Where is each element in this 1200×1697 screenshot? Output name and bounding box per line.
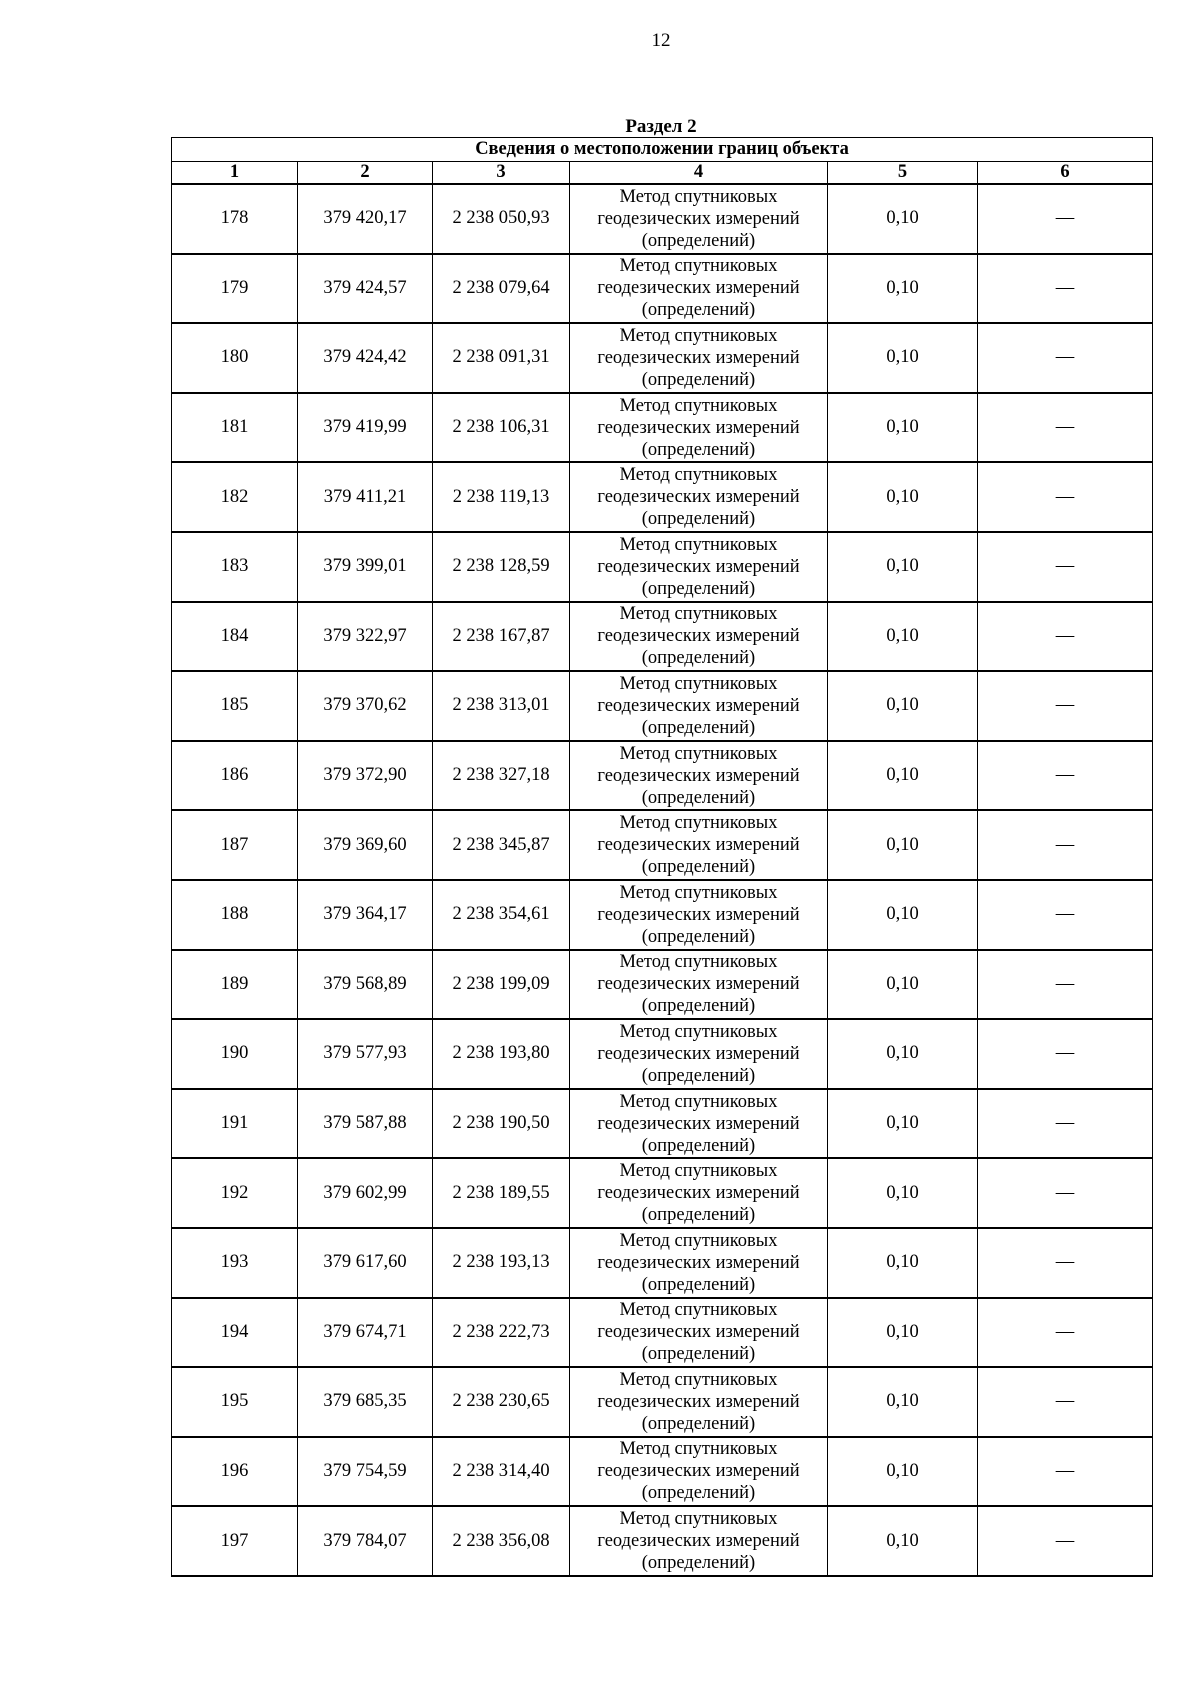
method-line: Метод спутниковых: [619, 1021, 778, 1042]
determination-method: [570, 741, 828, 811]
note-dash: —: [978, 1506, 1153, 1576]
method-line: Метод спутниковых: [619, 1300, 778, 1321]
coordinate-y: 2 238 345,87: [433, 810, 570, 880]
table-row: [172, 184, 1153, 254]
table-row: [172, 741, 1153, 811]
coordinate-x: 379 372,90: [298, 741, 433, 811]
method-line: (определений): [641, 717, 756, 738]
method-line: (определений): [641, 1274, 756, 1295]
note-dash: —: [978, 741, 1153, 811]
method-line: (определений): [641, 1135, 756, 1156]
table-row: [172, 1506, 1153, 1576]
method-line: геодезических измерений: [597, 417, 800, 438]
point-number: 183: [172, 532, 298, 602]
coordinate-x: 379 364,17: [298, 880, 433, 950]
accuracy-value: 0,10: [828, 950, 978, 1020]
coordinate-x: 379 685,35: [298, 1367, 433, 1437]
determination-method: [570, 1367, 828, 1437]
table-row: [172, 1228, 1153, 1298]
accuracy-value: 0,10: [828, 184, 978, 254]
method-line: Метод спутниковых: [619, 1091, 778, 1112]
coordinate-x: 379 424,42: [298, 323, 433, 393]
method-line: геодезических измерений: [597, 1322, 800, 1343]
accuracy-value: 0,10: [828, 1367, 978, 1437]
coordinate-y: 2 238 230,65: [433, 1367, 570, 1437]
coordinate-y: 2 238 193,80: [433, 1019, 570, 1089]
point-number: 181: [172, 393, 298, 463]
determination-method: [570, 1437, 828, 1507]
column-number-row: [172, 162, 1153, 185]
coordinate-y: 2 238 128,59: [433, 532, 570, 602]
method-line: геодезических измерений: [597, 208, 800, 229]
accuracy-value: 0,10: [828, 880, 978, 950]
accuracy-value: 0,10: [828, 323, 978, 393]
point-number: 180: [172, 323, 298, 393]
point-number: 188: [172, 880, 298, 950]
coordinate-x: 379 602,99: [298, 1158, 433, 1228]
coordinate-y: 2 238 193,13: [433, 1228, 570, 1298]
method-line: геодезических измерений: [597, 556, 800, 577]
accuracy-value: 0,10: [828, 1298, 978, 1368]
note-dash: —: [978, 810, 1153, 880]
coordinate-y: 2 238 167,87: [433, 602, 570, 672]
table-row: [172, 1298, 1153, 1368]
point-number: 182: [172, 462, 298, 532]
table-row: [172, 602, 1153, 672]
coordinate-y: 2 238 091,31: [433, 323, 570, 393]
note-dash: —: [978, 1228, 1153, 1298]
table-row: [172, 254, 1153, 324]
method-line: (определений): [641, 1413, 756, 1434]
note-dash: —: [978, 1298, 1153, 1368]
table-row: [172, 1437, 1153, 1507]
method-line: геодезических измерений: [597, 835, 800, 856]
column-number: 2: [298, 162, 433, 185]
method-line: (определений): [641, 996, 756, 1017]
method-line: геодезических измерений: [597, 904, 800, 925]
method-line: (определений): [641, 648, 756, 669]
determination-method: [570, 462, 828, 532]
coordinate-x: 379 419,99: [298, 393, 433, 463]
column-number: 3: [433, 162, 570, 185]
determination-method: [570, 1228, 828, 1298]
determination-method: [570, 184, 828, 254]
coordinate-x: 379 617,60: [298, 1228, 433, 1298]
method-line: геодезических измерений: [597, 974, 800, 995]
coordinate-x: 379 369,60: [298, 810, 433, 880]
method-line: (определений): [641, 369, 756, 390]
method-line: Метод спутниковых: [619, 465, 778, 486]
method-line: геодезических измерений: [597, 1113, 800, 1134]
accuracy-value: 0,10: [828, 254, 978, 324]
point-number: 184: [172, 602, 298, 672]
boundary-coordinates-table: [171, 137, 1153, 1577]
point-number: 178: [172, 184, 298, 254]
method-line: геодезических измерений: [597, 487, 800, 508]
method-line: Метод спутниковых: [619, 534, 778, 555]
accuracy-value: 0,10: [828, 1506, 978, 1576]
method-line: (определений): [641, 857, 756, 878]
accuracy-value: 0,10: [828, 532, 978, 602]
method-line: (определений): [641, 1483, 756, 1504]
method-line: Метод спутниковых: [619, 604, 778, 625]
table-row: [172, 462, 1153, 532]
coordinate-x: 379 322,97: [298, 602, 433, 672]
coordinate-x: 379 411,21: [298, 462, 433, 532]
coordinate-y: 2 238 199,09: [433, 950, 570, 1020]
coordinate-y: 2 238 190,50: [433, 1089, 570, 1159]
accuracy-value: 0,10: [828, 1158, 978, 1228]
determination-method: [570, 671, 828, 741]
note-dash: —: [978, 1367, 1153, 1437]
coordinate-y: 2 238 079,64: [433, 254, 570, 324]
coordinate-x: 379 568,89: [298, 950, 433, 1020]
accuracy-value: 0,10: [828, 602, 978, 672]
method-line: Метод спутниковых: [619, 1161, 778, 1182]
note-dash: —: [978, 880, 1153, 950]
column-number: 1: [172, 162, 298, 185]
accuracy-value: 0,10: [828, 810, 978, 880]
note-dash: —: [978, 1019, 1153, 1089]
method-line: (определений): [641, 1205, 756, 1226]
accuracy-value: 0,10: [828, 393, 978, 463]
table-row: [172, 323, 1153, 393]
determination-method: [570, 950, 828, 1020]
method-line: геодезических измерений: [597, 765, 800, 786]
coordinate-x: 379 754,59: [298, 1437, 433, 1507]
method-line: геодезических измерений: [597, 278, 800, 299]
method-line: Метод спутниковых: [619, 1230, 778, 1251]
table-row: [172, 1019, 1153, 1089]
note-dash: —: [978, 602, 1153, 672]
method-line: Метод спутниковых: [619, 325, 778, 346]
coordinate-x: 379 587,88: [298, 1089, 433, 1159]
table-row: [172, 671, 1153, 741]
method-line: геодезических измерений: [597, 1461, 800, 1482]
note-dash: —: [978, 323, 1153, 393]
point-number: 197: [172, 1506, 298, 1576]
method-line: (определений): [641, 300, 756, 321]
note-dash: —: [978, 184, 1153, 254]
method-line: геодезических измерений: [597, 626, 800, 647]
point-number: 190: [172, 1019, 298, 1089]
table-row: [172, 810, 1153, 880]
determination-method: [570, 323, 828, 393]
method-line: (определений): [641, 1344, 756, 1365]
note-dash: —: [978, 950, 1153, 1020]
method-line: геодезических измерений: [597, 1043, 800, 1064]
accuracy-value: 0,10: [828, 462, 978, 532]
coordinate-y: 2 238 313,01: [433, 671, 570, 741]
point-number: 196: [172, 1437, 298, 1507]
coordinate-x: 379 577,93: [298, 1019, 433, 1089]
method-line: (определений): [641, 230, 756, 251]
method-line: Метод спутниковых: [619, 882, 778, 903]
determination-method: [570, 1089, 828, 1159]
method-line: геодезических измерений: [597, 1391, 800, 1412]
table-row: [172, 1367, 1153, 1437]
column-number: 4: [570, 162, 828, 185]
note-dash: —: [978, 1437, 1153, 1507]
determination-method: [570, 602, 828, 672]
accuracy-value: 0,10: [828, 1437, 978, 1507]
note-dash: —: [978, 1089, 1153, 1159]
point-number: 189: [172, 950, 298, 1020]
coordinate-x: 379 674,71: [298, 1298, 433, 1368]
method-line: Метод спутниковых: [619, 1509, 778, 1530]
determination-method: [570, 532, 828, 602]
coordinate-x: 379 784,07: [298, 1506, 433, 1576]
method-line: (определений): [641, 926, 756, 947]
method-line: геодезических измерений: [597, 1183, 800, 1204]
method-line: Метод спутниковых: [619, 1439, 778, 1460]
note-dash: —: [978, 671, 1153, 741]
determination-method: [570, 810, 828, 880]
coordinate-y: 2 238 327,18: [433, 741, 570, 811]
section-title: Раздел 2: [625, 116, 697, 137]
point-number: 193: [172, 1228, 298, 1298]
coordinate-y: 2 238 189,55: [433, 1158, 570, 1228]
note-dash: —: [978, 532, 1153, 602]
coordinate-x: 379 370,62: [298, 671, 433, 741]
method-line: (определений): [641, 1553, 756, 1574]
method-line: геодезических измерений: [597, 695, 800, 716]
note-dash: —: [978, 1158, 1153, 1228]
table-row: [172, 880, 1153, 950]
table-row: [172, 1089, 1153, 1159]
accuracy-value: 0,10: [828, 1019, 978, 1089]
determination-method: [570, 880, 828, 950]
method-line: (определений): [641, 509, 756, 530]
coordinate-x: 379 420,17: [298, 184, 433, 254]
point-number: 192: [172, 1158, 298, 1228]
determination-method: [570, 1506, 828, 1576]
method-line: Метод спутниковых: [619, 186, 778, 207]
coordinate-y: 2 238 314,40: [433, 1437, 570, 1507]
table-caption: Сведения о местоположении границ объекта: [172, 138, 1153, 162]
point-number: 179: [172, 254, 298, 324]
method-line: геодезических измерений: [597, 347, 800, 368]
point-number: 185: [172, 671, 298, 741]
coordinate-y: 2 238 050,93: [433, 184, 570, 254]
table-row: [172, 393, 1153, 463]
coordinate-x: 379 424,57: [298, 254, 433, 324]
determination-method: [570, 1019, 828, 1089]
coordinate-x: 379 399,01: [298, 532, 433, 602]
determination-method: [570, 1158, 828, 1228]
page-number: 12: [651, 30, 671, 51]
point-number: 186: [172, 741, 298, 811]
determination-method: [570, 393, 828, 463]
table-row: [172, 532, 1153, 602]
method-line: геодезических измерений: [597, 1252, 800, 1273]
method-line: Метод спутниковых: [619, 256, 778, 277]
coordinate-y: 2 238 222,73: [433, 1298, 570, 1368]
point-number: 195: [172, 1367, 298, 1437]
note-dash: —: [978, 462, 1153, 532]
table-row: [172, 950, 1153, 1020]
coordinate-y: 2 238 106,31: [433, 393, 570, 463]
note-dash: —: [978, 393, 1153, 463]
method-line: Метод спутниковых: [619, 673, 778, 694]
method-line: геодезических измерений: [597, 1531, 800, 1552]
method-line: Метод спутниковых: [619, 395, 778, 416]
method-line: (определений): [641, 439, 756, 460]
method-line: Метод спутниковых: [619, 952, 778, 973]
accuracy-value: 0,10: [828, 741, 978, 811]
coordinate-y: 2 238 356,08: [433, 1506, 570, 1576]
coordinate-y: 2 238 119,13: [433, 462, 570, 532]
method-line: Метод спутниковых: [619, 813, 778, 834]
method-line: (определений): [641, 787, 756, 808]
method-line: (определений): [641, 1065, 756, 1086]
note-dash: —: [978, 254, 1153, 324]
column-number: 5: [828, 162, 978, 185]
accuracy-value: 0,10: [828, 671, 978, 741]
point-number: 187: [172, 810, 298, 880]
table-row: [172, 1158, 1153, 1228]
method-line: Метод спутниковых: [619, 1369, 778, 1390]
coordinate-y: 2 238 354,61: [433, 880, 570, 950]
point-number: 191: [172, 1089, 298, 1159]
method-line: Метод спутниковых: [619, 743, 778, 764]
accuracy-value: 0,10: [828, 1228, 978, 1298]
point-number: 194: [172, 1298, 298, 1368]
table-body: [172, 184, 1153, 1576]
method-line: (определений): [641, 578, 756, 599]
column-number: 6: [978, 162, 1153, 185]
determination-method: [570, 254, 828, 324]
determination-method: [570, 1298, 828, 1368]
accuracy-value: 0,10: [828, 1089, 978, 1159]
